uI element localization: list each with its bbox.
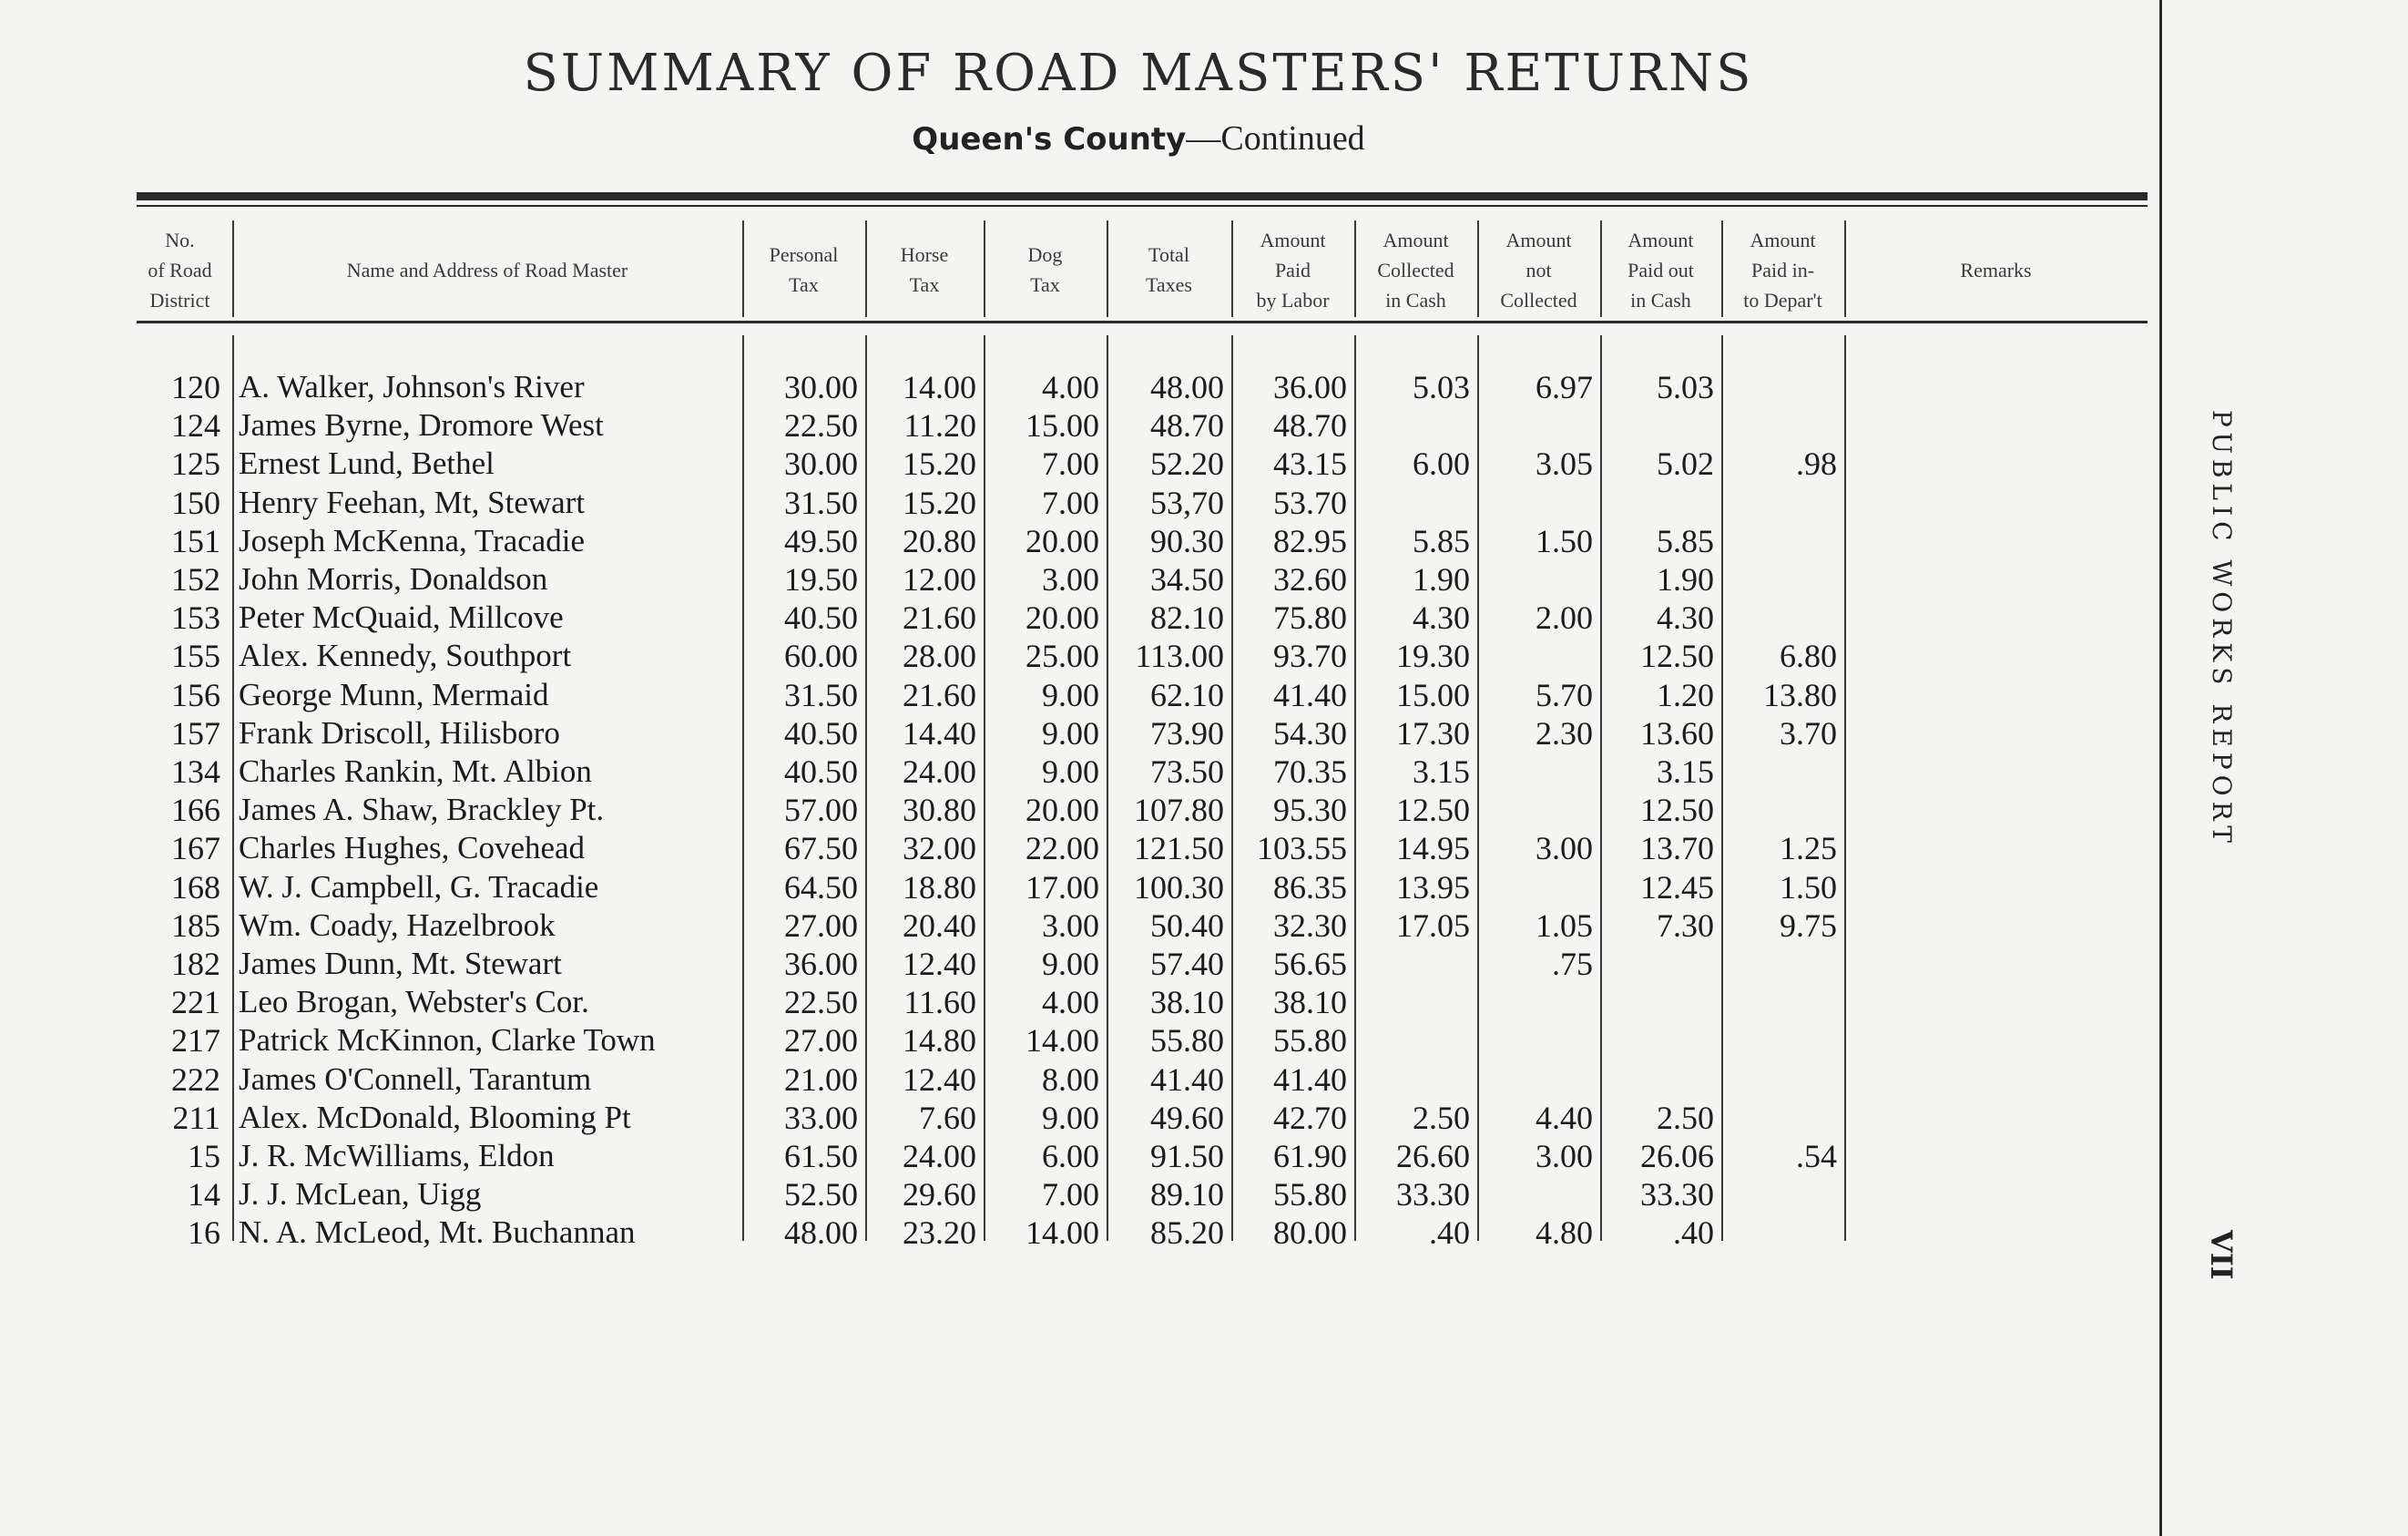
cell-total: 100.30 — [1134, 868, 1224, 906]
county-name: Queen's County — [912, 121, 1187, 158]
cell-personal: 21.00 — [784, 1060, 858, 1098]
side-running-title: PUBLIC WORKS REPORT — [2207, 410, 2237, 848]
column-header-depart: Amount Paid in- to Depar't — [1743, 228, 1822, 312]
cell-paid-out: 12.45 — [1640, 868, 1714, 906]
cell-no: 185 — [171, 906, 220, 944]
cell-name: A. Walker, Johnson's River — [239, 369, 585, 404]
cell-total: 113.00 — [1135, 638, 1224, 675]
cell-no: 168 — [171, 868, 220, 906]
cell-no: 152 — [171, 561, 220, 598]
cell-name: J. R. McWilliams, Eldon — [239, 1138, 555, 1173]
cell-dog: 9.00 — [1042, 753, 1099, 790]
cell-horse: 29.60 — [903, 1176, 976, 1213]
column-header-not-collected: Amount not Collected — [1500, 228, 1577, 312]
cell-depart — [1721, 1060, 1837, 1099]
cell-not-collected — [1477, 1175, 1593, 1213]
cell-name: Alex. McDonald, Blooming Pt — [239, 1099, 631, 1135]
cell-no: 134 — [171, 753, 220, 790]
cell-total: 53,70 — [1150, 484, 1224, 521]
cell-dog: 7.00 — [1042, 445, 1099, 483]
cell-name: James A. Shaw, Brackley Pt. — [239, 792, 605, 828]
cell-horse: 21.60 — [903, 599, 976, 637]
cell-dog: 9.00 — [1042, 946, 1099, 982]
cell-not-collected — [1477, 753, 1593, 791]
cell-not-collected: 3.05 — [1536, 445, 1593, 483]
cell-labor: 42.70 — [1273, 1099, 1347, 1136]
cell-collected: 13.95 — [1396, 868, 1470, 906]
cell-dog: 14.00 — [1025, 1022, 1099, 1060]
cell-depart — [1721, 1099, 1837, 1137]
cell-total: 62.10 — [1150, 676, 1224, 713]
cell-collected: 6.00 — [1413, 445, 1470, 483]
cell-name: N. A. McLeod, Mt. Buchannan — [239, 1214, 636, 1251]
cell-dog: 8.00 — [1042, 1060, 1099, 1098]
cell-collected: 12.50 — [1396, 792, 1470, 829]
column-header-district: No. of Road District — [148, 228, 212, 312]
cell-paid-out — [1600, 484, 1714, 522]
cell-no: 125 — [171, 445, 220, 483]
cell-collected — [1354, 484, 1470, 522]
cell-no: 211 — [172, 1099, 220, 1136]
cell-labor: 32.30 — [1273, 906, 1347, 944]
cell-personal: 22.50 — [784, 984, 858, 1021]
cell-no: 16 — [188, 1214, 220, 1252]
cell-depart: .54 — [1796, 1138, 1837, 1174]
table-row — [0, 406, 1913, 445]
cell-horse: 14.00 — [903, 369, 976, 405]
cell-dog: 20.00 — [1025, 792, 1099, 829]
cell-not-collected: .75 — [1552, 946, 1593, 982]
column-header-collected: Amount Collected in Cash — [1377, 228, 1454, 312]
cell-labor: 55.80 — [1273, 1176, 1347, 1213]
cell-horse: 30.80 — [903, 792, 976, 829]
cell-labor: 70.35 — [1273, 753, 1347, 790]
cell-horse: 32.00 — [903, 830, 976, 867]
column-header-total: Total Taxes — [1146, 243, 1192, 296]
cell-total: 48.00 — [1150, 369, 1224, 405]
cell-no: 124 — [171, 407, 220, 445]
cell-paid-out — [1600, 1021, 1714, 1060]
cell-paid-out: 5.02 — [1657, 445, 1714, 483]
table-row — [0, 714, 1913, 753]
cell-depart — [1721, 522, 1837, 560]
cell-collected — [1354, 945, 1470, 983]
table-row — [0, 599, 1913, 637]
cell-paid-out — [1600, 983, 1714, 1021]
cell-total: 48.70 — [1150, 407, 1224, 445]
cell-not-collected: 2.30 — [1536, 714, 1593, 752]
cell-name: Joseph McKenna, Tracadie — [239, 522, 586, 558]
cell-personal: 27.00 — [784, 906, 858, 944]
cell-depart — [1721, 368, 1837, 406]
cell-name: Frank Driscoll, Hilisboro — [239, 714, 560, 751]
cell-not-collected: 1.50 — [1536, 522, 1593, 559]
cell-total: 55.80 — [1150, 1022, 1224, 1060]
column-header-labor: Amount Paid by Labor — [1256, 228, 1330, 312]
cell-horse: 12.40 — [903, 1060, 976, 1098]
cell-labor: 61.90 — [1273, 1138, 1347, 1174]
cell-not-collected: 3.00 — [1536, 1138, 1593, 1174]
cell-name: Ernest Lund, Bethel — [239, 445, 495, 482]
cell-horse: 11.20 — [903, 407, 976, 445]
cell-labor: 53.70 — [1273, 484, 1347, 521]
cell-dog: 4.00 — [1042, 369, 1099, 405]
table-row — [0, 906, 1913, 945]
header-rule-thick — [137, 192, 2148, 200]
cell-no: 166 — [171, 792, 220, 829]
page-edge-line — [2159, 0, 2162, 1536]
cell-labor: 41.40 — [1273, 1060, 1347, 1098]
cell-collected: .40 — [1429, 1214, 1470, 1252]
cell-depart: 1.50 — [1780, 868, 1837, 906]
cell-depart — [1721, 1021, 1837, 1060]
table-row — [0, 637, 1913, 675]
cell-labor: 55.80 — [1273, 1022, 1347, 1060]
cell-collected: 15.00 — [1396, 676, 1470, 713]
cell-horse: 11.60 — [903, 984, 976, 1021]
cell-personal: 27.00 — [784, 1022, 858, 1060]
cell-not-collected: 2.00 — [1536, 599, 1593, 637]
cell-name: W. J. Campbell, G. Tracadie — [239, 868, 599, 905]
cell-name: Henry Feehan, Mt, Stewart — [239, 484, 586, 520]
cell-paid-out: 13.70 — [1640, 830, 1714, 867]
cell-not-collected — [1477, 484, 1593, 522]
cell-no: 221 — [171, 984, 220, 1021]
cell-total: 82.10 — [1150, 599, 1224, 637]
cell-name: Peter McQuaid, Millcove — [239, 599, 564, 636]
cell-depart: 9.75 — [1780, 906, 1837, 944]
cell-no: 182 — [171, 946, 220, 982]
cell-total: 52.20 — [1150, 445, 1224, 483]
cell-horse: 21.60 — [903, 676, 976, 713]
cell-not-collected — [1477, 791, 1593, 829]
cell-labor: 54.30 — [1273, 714, 1347, 752]
cell-personal: 67.50 — [784, 830, 858, 867]
cell-paid-out: 1.90 — [1657, 561, 1714, 598]
cell-dog: 25.00 — [1025, 638, 1099, 675]
cell-collected — [1354, 1060, 1470, 1099]
cell-total: 107.80 — [1134, 792, 1224, 829]
cell-paid-out — [1600, 945, 1714, 983]
table-row — [0, 1060, 1913, 1099]
cell-labor: 75.80 — [1273, 599, 1347, 637]
cell-paid-out: 5.03 — [1657, 369, 1714, 405]
cell-personal: 48.00 — [784, 1214, 858, 1252]
cell-labor: 95.30 — [1273, 792, 1347, 829]
cell-collected: 14.95 — [1396, 830, 1470, 867]
cell-labor: 41.40 — [1273, 676, 1347, 713]
cell-dog: 15.00 — [1025, 407, 1099, 445]
cell-dog: 20.00 — [1025, 522, 1099, 559]
cell-not-collected — [1477, 983, 1593, 1021]
column-header-remarks: Remarks — [1960, 258, 2032, 282]
cell-personal: 64.50 — [784, 868, 858, 906]
cell-depart — [1721, 1213, 1837, 1252]
cell-depart: 13.80 — [1763, 676, 1837, 713]
cell-total: 38.10 — [1150, 984, 1224, 1021]
cell-dog: 4.00 — [1042, 984, 1099, 1021]
cell-depart — [1721, 560, 1837, 599]
cell-horse: 15.20 — [903, 484, 976, 521]
cell-total: 91.50 — [1150, 1138, 1224, 1174]
cell-personal: 52.50 — [784, 1176, 858, 1213]
cell-paid-out: 12.50 — [1640, 792, 1714, 829]
table-row — [0, 791, 1913, 829]
table-row — [0, 1175, 1913, 1213]
cell-personal: 22.50 — [784, 407, 858, 445]
cell-dog: 17.00 — [1025, 868, 1099, 906]
cell-collected — [1354, 983, 1470, 1021]
cell-personal: 30.00 — [784, 445, 858, 483]
cell-no: 120 — [171, 369, 220, 405]
cell-labor: 86.35 — [1273, 868, 1347, 906]
cell-dog: 3.00 — [1042, 906, 1099, 944]
table-row — [0, 1021, 1913, 1060]
cell-depart — [1721, 753, 1837, 791]
cell-no: 150 — [171, 484, 220, 521]
cell-collected: 4.30 — [1413, 599, 1470, 637]
cell-total: 121.50 — [1134, 830, 1224, 867]
cell-name: George Munn, Mermaid — [239, 676, 549, 712]
cell-not-collected: 1.05 — [1536, 906, 1593, 944]
cell-labor: 38.10 — [1273, 984, 1347, 1021]
cell-name: J. J. McLean, Uigg — [239, 1176, 482, 1213]
cell-not-collected — [1477, 560, 1593, 599]
cell-total: 34.50 — [1150, 561, 1224, 598]
cell-total: 90.30 — [1150, 522, 1224, 559]
cell-name: Wm. Coady, Hazelbrook — [239, 906, 556, 943]
cell-paid-out: 4.30 — [1657, 599, 1714, 637]
cell-paid-out: 5.85 — [1657, 522, 1714, 559]
cell-depart — [1721, 791, 1837, 829]
cell-no: 153 — [171, 599, 220, 637]
cell-horse: 24.00 — [903, 1138, 976, 1174]
cell-paid-out: .40 — [1673, 1214, 1714, 1252]
table-row — [0, 1137, 1913, 1175]
cell-name: James Dunn, Mt. Stewart — [239, 946, 562, 981]
cell-not-collected — [1477, 1060, 1593, 1099]
cell-paid-out: 26.06 — [1640, 1138, 1714, 1174]
table-row — [0, 753, 1913, 791]
cell-horse: 15.20 — [903, 445, 976, 483]
cell-no: 167 — [171, 830, 220, 867]
cell-collected: 19.30 — [1396, 638, 1470, 675]
continued-label: —Continued — [1186, 119, 1365, 158]
cell-not-collected — [1477, 1021, 1593, 1060]
cell-personal: 40.50 — [784, 753, 858, 790]
cell-collected: 5.03 — [1413, 369, 1470, 405]
cell-collected: 2.50 — [1413, 1099, 1470, 1136]
cell-horse: 23.20 — [903, 1214, 976, 1252]
cell-name: John Morris, Donaldson — [239, 561, 548, 597]
cell-personal: 36.00 — [784, 946, 858, 982]
cell-collected: 17.05 — [1396, 906, 1470, 944]
cell-dog: 9.00 — [1042, 1099, 1099, 1136]
cell-personal: 60.00 — [784, 638, 858, 675]
cell-depart: 6.80 — [1780, 638, 1837, 675]
table-row — [0, 522, 1913, 560]
cell-paid-out: 3.15 — [1657, 753, 1714, 790]
cell-paid-out: 13.60 — [1640, 714, 1714, 752]
cell-total: 41.40 — [1150, 1060, 1224, 1098]
cell-depart — [1721, 484, 1837, 522]
page-number: VII — [2204, 1230, 2239, 1280]
cell-name: Alex. Kennedy, Southport — [239, 638, 572, 674]
column-header-name: Name and Address of Road Master — [346, 258, 628, 282]
cell-no: 157 — [171, 714, 220, 752]
cell-name: Charles Hughes, Covehead — [239, 830, 586, 866]
cell-personal: 40.50 — [784, 714, 858, 752]
cell-total: 50.40 — [1150, 906, 1224, 944]
cell-name: Charles Rankin, Mt. Albion — [239, 753, 592, 789]
table-row — [0, 868, 1913, 906]
cell-personal: 49.50 — [784, 522, 858, 559]
cell-dog: 14.00 — [1025, 1214, 1099, 1252]
table-row — [0, 1099, 1913, 1137]
cell-no: 155 — [171, 638, 220, 675]
cell-personal: 31.50 — [784, 676, 858, 713]
cell-labor: 82.95 — [1273, 522, 1347, 559]
cell-horse: 14.80 — [903, 1022, 976, 1060]
cell-dog: 9.00 — [1042, 714, 1099, 752]
column-header-dog: Dog Tax — [1027, 243, 1063, 296]
table-row — [0, 983, 1913, 1021]
table-row — [0, 676, 1913, 714]
table-row — [0, 1213, 1913, 1252]
cell-not-collected: 3.00 — [1536, 830, 1593, 867]
cell-collected: 26.60 — [1396, 1138, 1470, 1174]
cell-depart — [1721, 983, 1837, 1021]
cell-no: 217 — [171, 1022, 220, 1060]
header-rule-thin — [137, 205, 2148, 207]
cell-depart — [1721, 945, 1837, 983]
cell-labor: 36.00 — [1273, 369, 1347, 405]
table-row — [0, 368, 1913, 406]
cell-labor: 56.65 — [1273, 946, 1347, 982]
cell-no: 156 — [171, 676, 220, 713]
cell-no: 14 — [188, 1176, 220, 1213]
page-title: SUMMARY OF ROAD MASTERS' RETURNS — [523, 44, 1754, 103]
cell-collected: 5.85 — [1413, 522, 1470, 559]
cell-dog: 7.00 — [1042, 1176, 1099, 1213]
page-subtitle — [0, 118, 2277, 159]
cell-personal: 19.50 — [784, 561, 858, 598]
cell-total: 73.50 — [1150, 753, 1224, 790]
cell-dog: 3.00 — [1042, 561, 1099, 598]
cell-labor: 48.70 — [1273, 407, 1347, 445]
table-row — [0, 829, 1913, 867]
cell-paid-out: 1.20 — [1657, 676, 1714, 713]
cell-collected: 1.90 — [1413, 561, 1470, 598]
cell-horse: 12.40 — [903, 946, 976, 982]
column-header-rule — [137, 321, 2148, 323]
cell-horse: 20.80 — [903, 522, 976, 559]
cell-labor: 32.60 — [1273, 561, 1347, 598]
cell-name: Leo Brogan, Webster's Cor. — [239, 984, 589, 1020]
column-header-horse: Horse Tax — [900, 243, 949, 296]
cell-paid-out: 2.50 — [1657, 1099, 1714, 1136]
cell-personal: 30.00 — [784, 369, 858, 405]
cell-total: 89.10 — [1150, 1176, 1224, 1213]
cell-not-collected — [1477, 406, 1593, 445]
cell-collected: 17.30 — [1396, 714, 1470, 752]
cell-not-collected: 5.70 — [1536, 676, 1593, 713]
cell-dog: 7.00 — [1042, 484, 1099, 521]
cell-total: 49.60 — [1150, 1099, 1224, 1136]
cell-labor: 80.00 — [1273, 1214, 1347, 1252]
cell-horse: 20.40 — [903, 906, 976, 944]
cell-name: James Byrne, Dromore West — [239, 407, 604, 444]
cell-paid-out — [1600, 406, 1714, 445]
cell-collected: 33.30 — [1396, 1176, 1470, 1213]
table-row — [0, 560, 1913, 599]
cell-no: 222 — [171, 1060, 220, 1098]
cell-name: Patrick McKinnon, Clarke Town — [239, 1022, 656, 1059]
column-header-personal: Personal Tax — [769, 243, 839, 296]
cell-not-collected: 6.97 — [1536, 369, 1593, 405]
cell-depart — [1721, 1175, 1837, 1213]
cell-dog: 22.00 — [1025, 830, 1099, 867]
table-row — [0, 484, 1913, 522]
cell-depart — [1721, 599, 1837, 637]
table-row — [0, 445, 1913, 483]
cell-personal: 40.50 — [784, 599, 858, 637]
cell-depart: .98 — [1796, 445, 1837, 483]
cell-collected: 3.15 — [1413, 753, 1470, 790]
cell-paid-out: 7.30 — [1657, 906, 1714, 944]
cell-dog: 20.00 — [1025, 599, 1099, 637]
cell-no: 151 — [171, 522, 220, 559]
column-header-paid-out: Amount Paid out in Cash — [1627, 228, 1694, 312]
cell-name: James O'Connell, Tarantum — [239, 1060, 592, 1097]
cell-not-collected: 4.40 — [1536, 1099, 1593, 1136]
cell-labor: 93.70 — [1273, 638, 1347, 675]
cell-horse: 7.60 — [919, 1099, 976, 1136]
cell-labor: 43.15 — [1273, 445, 1347, 483]
cell-total: 73.90 — [1150, 714, 1224, 752]
cell-personal: 61.50 — [784, 1138, 858, 1174]
cell-not-collected — [1477, 637, 1593, 675]
cell-personal: 33.00 — [784, 1099, 858, 1136]
cell-horse: 18.80 — [903, 868, 976, 906]
cell-labor: 103.55 — [1257, 830, 1347, 867]
cell-depart: 1.25 — [1780, 830, 1837, 867]
cell-collected — [1354, 1021, 1470, 1060]
cell-paid-out: 12.50 — [1640, 638, 1714, 675]
cell-total: 85.20 — [1150, 1214, 1224, 1252]
cell-horse: 24.00 — [903, 753, 976, 790]
cell-collected — [1354, 406, 1470, 445]
cell-personal: 57.00 — [784, 792, 858, 829]
cell-paid-out — [1600, 1060, 1714, 1099]
cell-not-collected — [1477, 868, 1593, 906]
table-row — [0, 945, 1913, 983]
cell-dog: 6.00 — [1042, 1138, 1099, 1174]
cell-not-collected: 4.80 — [1536, 1214, 1593, 1252]
cell-personal: 31.50 — [784, 484, 858, 521]
cell-depart — [1721, 406, 1837, 445]
cell-horse: 12.00 — [903, 561, 976, 598]
cell-horse: 28.00 — [903, 638, 976, 675]
cell-total: 57.40 — [1150, 946, 1224, 982]
cell-horse: 14.40 — [903, 714, 976, 752]
cell-no: 15 — [188, 1138, 220, 1174]
cell-depart: 3.70 — [1780, 714, 1837, 752]
cell-paid-out: 33.30 — [1640, 1176, 1714, 1213]
cell-dog: 9.00 — [1042, 676, 1099, 713]
